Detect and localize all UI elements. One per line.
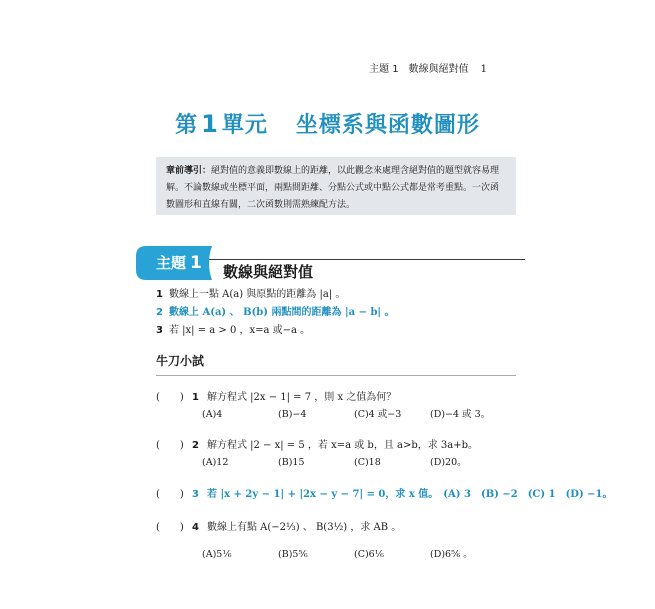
answer-blank[interactable]: ( ): [156, 489, 184, 500]
question-4-options: [202, 546, 473, 560]
point-3: [156, 321, 310, 336]
intro-label: 章前導引：: [166, 166, 212, 176]
option-b: (B)−4: [278, 409, 307, 420]
topic-rule: [205, 259, 525, 260]
question-2: [156, 436, 478, 451]
option-d: (D)−4 或 3。: [430, 409, 491, 420]
point-text: 數線上 A(a) 、 B(b) 兩點間的距離為 |a − b| 。: [168, 307, 395, 318]
trial-rule: [156, 375, 516, 376]
topic-badge: [136, 246, 218, 280]
option-a: (A)5⅙: [202, 549, 232, 560]
chapter-title: [0, 108, 655, 139]
option-c: (C)18: [354, 457, 381, 468]
topic-title: 數線與絕對值: [223, 263, 314, 281]
point-1: [156, 285, 345, 300]
point-number: 3: [156, 325, 163, 336]
running-header-title: 主題 1 數線與絕對值: [369, 64, 469, 75]
point-text: 若 |x| = a > 0 ，x=a 或−a 。: [168, 325, 311, 336]
page-number: 1: [480, 64, 487, 75]
question-number: 2: [192, 440, 199, 451]
question-number: 1: [192, 392, 199, 403]
intro-box: [156, 157, 516, 215]
trial-heading: 牛刀小試: [156, 354, 205, 368]
question-4: [156, 518, 401, 533]
point-text: 數線上一點 A(a) 與原點的距離為 |a| 。: [168, 289, 346, 300]
topic-badge-number: 1: [190, 253, 202, 273]
question-3: [156, 485, 613, 500]
option-a: (A)12: [202, 457, 229, 468]
point-2: [156, 303, 395, 318]
question-stem: 若 |x + 2y − 1| + |2x − y − 7| = 0，求 x 值。 (A) 3 (B) −2 (C) 1 (D) −1。: [206, 489, 613, 500]
question-number: 4: [192, 522, 199, 533]
answer-blank[interactable]: ( ): [156, 392, 184, 403]
question-stem: 數線上有點 A(−2⅓) 、 B(3½) ，求 AB 。: [206, 522, 402, 533]
chapter-prefix: 第: [175, 113, 199, 138]
answer-blank[interactable]: ( ): [156, 522, 184, 533]
chapter-unit: 單元: [221, 113, 268, 138]
running-header: [369, 60, 487, 75]
option-c: (C)4 或−3: [354, 409, 402, 420]
option-c: (C)6⅙: [354, 549, 384, 560]
question-number: 3: [192, 489, 199, 500]
question-stem: 解方程式 |2x − 1| = 7 ，則 x 之值為何？: [206, 392, 397, 403]
option-b: (B)5⅚: [278, 549, 308, 560]
chapter-name: 坐標系與函數圖形: [295, 113, 480, 138]
option-d: (D)20。: [430, 457, 467, 468]
intro-text: 絕對值的意義即數線上的距離，以此觀念來處理含絕對值的題型就容易理解。不論數線或坐標平面，兩點間距離、分點公式或中點公式都是常考重點。一次函數圖形和直線有關，二次函數則需熟練配方法。: [166, 166, 500, 210]
question-1: [156, 388, 396, 403]
option-a: (A)4: [202, 409, 223, 420]
option-d: (D)6⅚ 。: [430, 549, 473, 560]
question-1-options: [202, 406, 490, 420]
point-number: 1: [156, 289, 163, 300]
question-stem: 解方程式 |2 − x| = 5 ，若 x=a 或 b，且 a>b，求 3a+b。: [206, 440, 479, 451]
question-2-options: [202, 454, 467, 468]
chapter-number: 1: [201, 110, 219, 138]
option-b: (B)15: [278, 457, 305, 468]
answer-blank[interactable]: ( ): [156, 440, 184, 451]
topic-badge-label: 主題: [156, 254, 187, 272]
point-number: 2: [156, 307, 163, 318]
